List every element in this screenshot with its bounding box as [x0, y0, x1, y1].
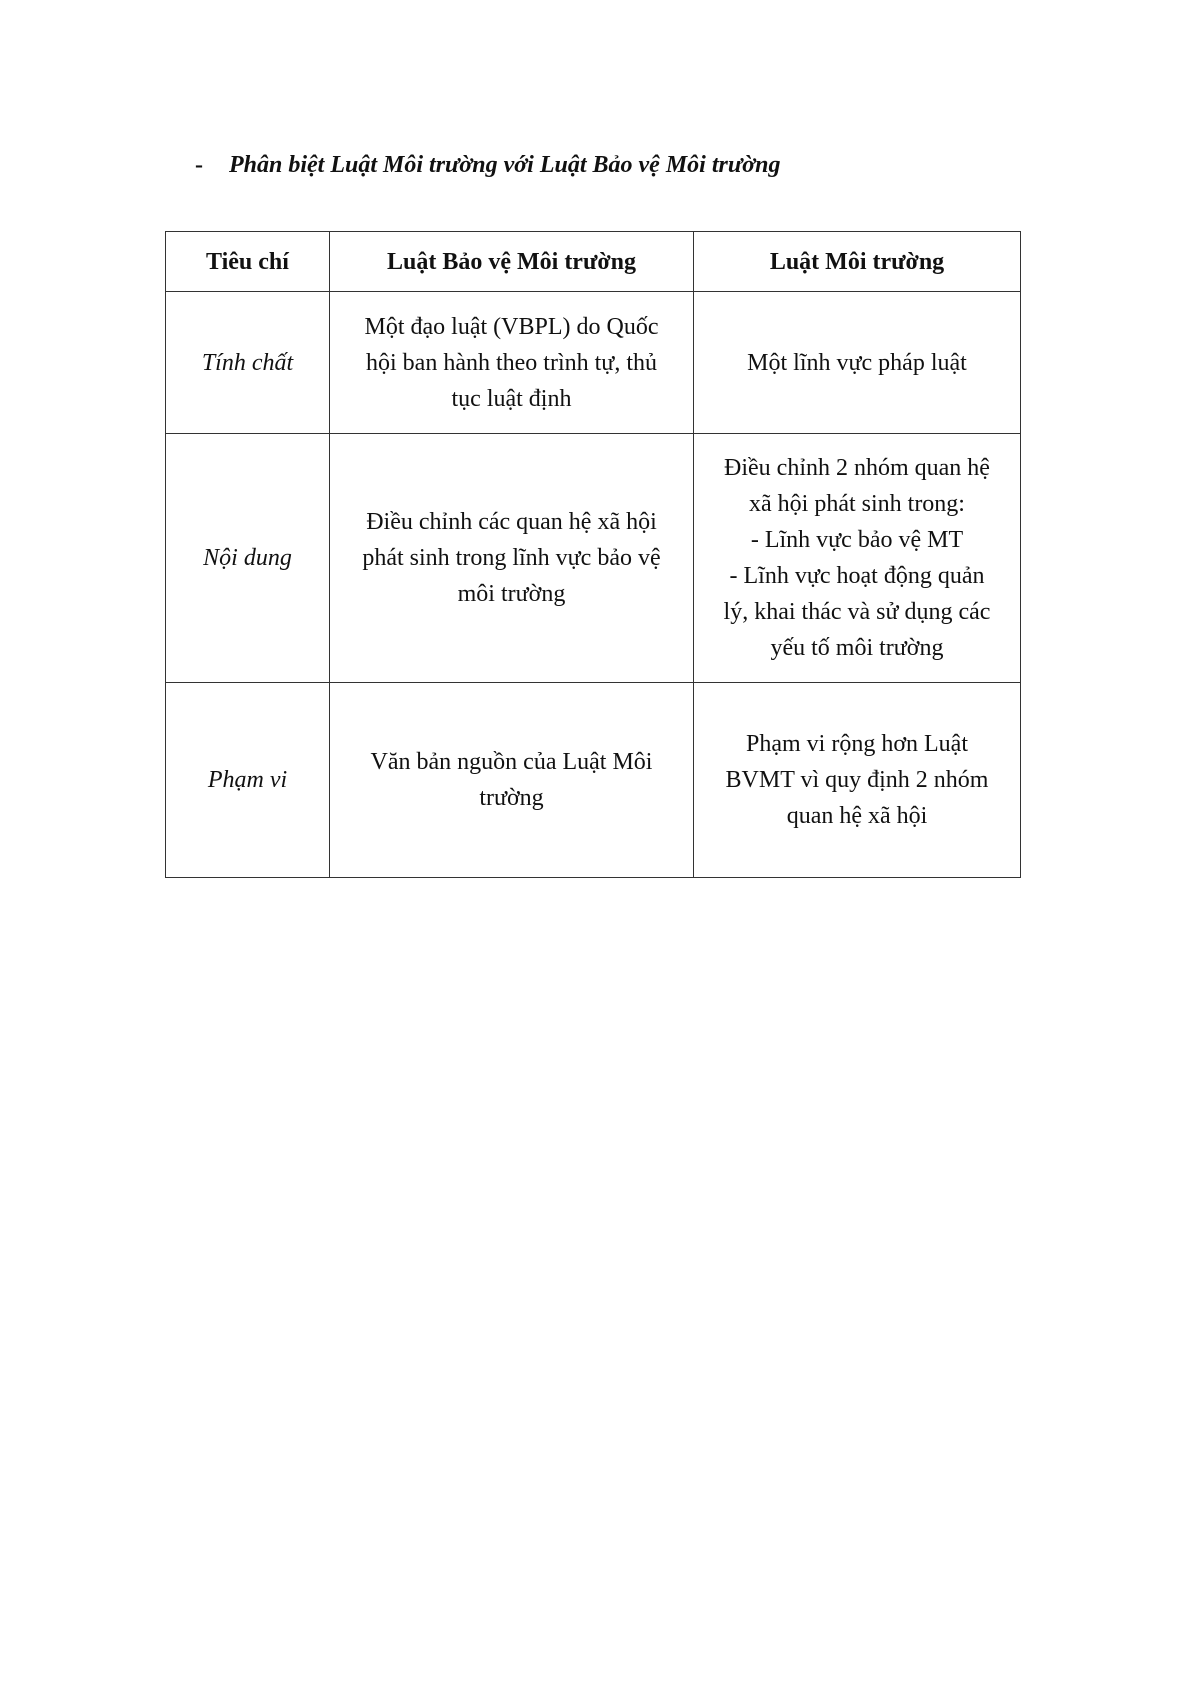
cell-mt [694, 292, 1021, 434]
cell-bvmt [330, 683, 694, 878]
cell-line: - Lĩnh vực bảo vệ MT [750, 527, 964, 553]
cell-line: tục luật định [451, 385, 572, 412]
cell-line: Điều chỉnh các quan hệ xã hội [366, 509, 657, 535]
cell-line: - Lĩnh vực hoạt động quản [729, 563, 985, 589]
cell-mt [694, 683, 1021, 878]
heading-bullet: - [195, 152, 203, 178]
table-row [166, 292, 1021, 434]
row-criterion: Nội dung [166, 434, 330, 683]
cell-line: yếu tố môi trường [770, 635, 944, 661]
cell-line: lý, khai thác và sử dụng các [723, 599, 991, 625]
cell-line: hội ban hành theo trình tự, thủ [366, 349, 657, 376]
header-environment-law: Luật Môi trường [694, 232, 1021, 292]
cell-mt [694, 434, 1021, 683]
header-criterion: Tiêu chí [166, 232, 330, 292]
heading-text: Phân biệt Luật Môi trường với Luật Bảo vệ Môi trường [229, 152, 781, 178]
cell-line: môi trường [457, 581, 566, 607]
table-header-row [166, 232, 1021, 292]
cell-line: phát sinh trong lĩnh vực bảo vệ [362, 545, 661, 571]
header-bvmt-law: Luật Bảo vệ Môi trường [330, 232, 694, 292]
cell-bvmt [330, 434, 694, 683]
cell-line: Phạm vi rộng hơn Luật [746, 731, 968, 757]
cell-bvmt [330, 292, 694, 434]
cell-line: quan hệ xã hội [786, 803, 928, 829]
table-row [166, 683, 1021, 878]
row-criterion: Tính chất [166, 292, 330, 434]
section-heading [195, 152, 780, 179]
cell-line: Văn bản nguồn của Luật Môi [370, 749, 653, 775]
cell-line: Điều chỉnh 2 nhóm quan hệ [724, 455, 990, 481]
cell-line: Một lĩnh vực pháp luật [747, 349, 967, 376]
cell-line: xã hội phát sinh trong: [749, 491, 965, 517]
cell-line: trường [479, 785, 544, 811]
cell-line: BVMT vì quy định 2 nhóm [725, 767, 989, 793]
table-row [166, 434, 1021, 683]
comparison-table [165, 231, 1021, 878]
cell-line: Một đạo luật (VBPL) do Quốc [364, 313, 659, 340]
row-criterion: Phạm vi [166, 683, 330, 878]
